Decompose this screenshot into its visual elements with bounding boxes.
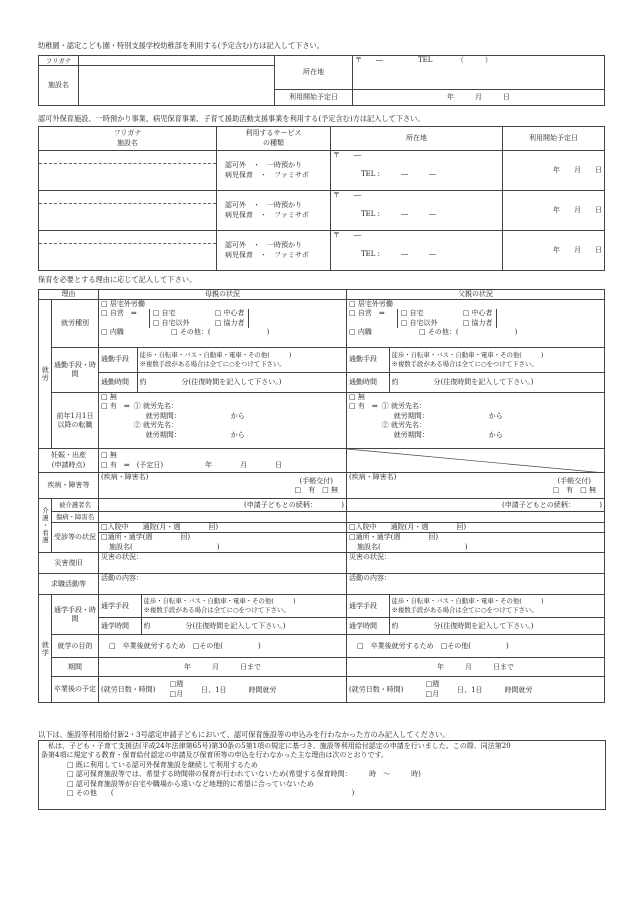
tel-field[interactable]: TEL : ― ― — [361, 250, 437, 259]
purpose-label: 就学の目的 — [52, 635, 99, 658]
month-option[interactable]: □月 — [169, 689, 184, 698]
start-date-label: 利用開始予定日 — [275, 90, 353, 106]
study-time-label: 通学時間 — [99, 617, 141, 634]
home-option[interactable]: □ 自宅 — [152, 309, 176, 318]
mother-purpose[interactable]: □ 卒業後就労するため □その他( ) — [99, 635, 347, 658]
from-label: から — [230, 411, 245, 420]
service-line-1[interactable]: 認可外 ・ 一時預かり — [225, 201, 302, 210]
month-option[interactable]: □月 — [425, 689, 440, 698]
main-option[interactable]: □ 中心者 — [462, 309, 493, 318]
father-illness[interactable] — [347, 473, 605, 499]
none-option[interactable]: □ 無 — [349, 393, 365, 401]
visit-label: 受診等の状況 — [52, 523, 99, 553]
pregnancy-due-date-field[interactable]: □ 有 ⇒ (予定日) 年 月 日 — [101, 460, 283, 469]
work-type-label: 就労種別 — [52, 300, 99, 348]
commute-means-label: 通勤手段 — [347, 348, 389, 372]
entry-1-number: ① — [381, 402, 389, 411]
mother-disaster-field[interactable]: 災害の状況： — [99, 553, 347, 574]
mother-pregnancy[interactable] — [99, 449, 347, 473]
facility-name-field[interactable] — [79, 66, 275, 106]
other-option[interactable]: □ その他：( ) — [419, 328, 518, 337]
care-person-label: 被介護者名 — [52, 499, 99, 512]
commute-means-note: ※複数手段がある場合は全てに○をつけて下さい。 — [139, 359, 286, 368]
week-option[interactable]: □週 — [425, 680, 440, 689]
period-field[interactable]: 就労期間： — [393, 411, 429, 420]
section1-heading: 幼稚園・認定こども園・特別支援学校幼稚部を利用する(予定含む)方は記入して下さい。 — [38, 41, 324, 50]
home-worker-option[interactable]: □ 居宅外労働 — [349, 300, 393, 308]
father-activity-field[interactable]: 活動の内容： — [347, 574, 605, 595]
section2-heading: 認可外保育施設、一時預かり事業、病児保育事業、子育て援助活動支援事業を利用する(予定含む)方は記入して下さい。 — [38, 114, 425, 123]
table-row — [39, 191, 605, 231]
mother-after[interactable] — [99, 677, 347, 703]
postal-field[interactable]: 〒 ― — [333, 151, 361, 159]
days-label: 日、1日 — [457, 685, 483, 694]
piece-work-option[interactable]: □ 内職 — [349, 328, 372, 337]
employer-field[interactable]: 就労先名： — [390, 402, 426, 411]
illness-label: 疾病・障害等 — [39, 473, 99, 499]
service-line-1[interactable]: 認可外 ・ 一時預かり — [225, 161, 302, 170]
reason-statement-box — [38, 740, 606, 810]
helper-option[interactable]: □ 協力者 — [462, 318, 493, 327]
commute-time-label: 通勤時間 — [347, 372, 389, 392]
other-option[interactable]: □ その他：( ) — [171, 328, 270, 337]
table-row — [39, 231, 605, 271]
study-group-label: 就学 — [39, 595, 52, 703]
self-employed-option[interactable]: □ 自営 ⇒ — [349, 309, 385, 318]
facility-name-field[interactable] — [39, 164, 216, 190]
commute-means-label: 通勤手段 — [99, 348, 137, 372]
col-start: 利用開始予定日 — [503, 127, 605, 151]
handbook-label: (手帳交付) — [557, 477, 591, 485]
from-label: から — [230, 430, 245, 439]
handbook-label: (手帳交付) — [299, 477, 333, 485]
from-label: から — [488, 411, 503, 420]
home-option[interactable]: □ 自宅 — [400, 309, 424, 318]
start-date-field[interactable]: 年 月 日 — [503, 231, 605, 271]
service-line-2[interactable]: 病児保育 ・ ファミサポ — [225, 170, 309, 179]
statement-line-1: 私は、子ども・子育て支援法(平成24年法律第65号)第30条の5第1項の規定に基づき、施設等利用給付認定の申請を行いました。この際、同法第20 — [41, 742, 511, 750]
mother-prev-job[interactable] — [99, 393, 347, 449]
none-option[interactable]: □ 無 — [101, 451, 117, 460]
furigana-field[interactable] — [39, 191, 216, 204]
kindergarten-table — [38, 55, 605, 106]
study-time-label: 通学時間 — [347, 617, 389, 634]
home-worker-option[interactable]: □ 居宅外労働 — [101, 300, 145, 308]
job-search-label: 求職活動等 — [39, 574, 99, 595]
commute-means-field[interactable]: 徒歩・自転車・バス・自動車・電車・その他( ) — [139, 351, 292, 360]
service-line-2[interactable]: 病児保育 ・ ファミサポ — [225, 250, 309, 259]
study-means-note: ※複数手段がある場合は全てに○をつけて下さい。 — [143, 606, 290, 615]
furigana-field[interactable] — [79, 56, 275, 66]
entry-2-number: ② — [133, 421, 141, 430]
entry-2-number: ② — [381, 421, 389, 430]
tel-field[interactable]: TEL : ― ― — [361, 170, 437, 179]
start-date-field[interactable]: 年 月 日 — [503, 191, 605, 231]
handbook-yes[interactable]: □ 有 — [552, 486, 574, 495]
father-disaster-field[interactable]: 災害の状況： — [347, 553, 605, 574]
commute-time-field[interactable]: 約 分(往復時間を記入して下さい。) — [391, 377, 534, 386]
option-other[interactable]: □ その他 ( ) — [67, 789, 355, 798]
col-location: 所在地 — [331, 127, 503, 151]
diagonal-strike — [347, 449, 605, 473]
helper-option[interactable]: □ 協力者 — [214, 318, 245, 327]
father-pregnancy-disabled — [347, 449, 605, 473]
furigana-label: フリガナ — [39, 56, 79, 66]
mother-header: 母親の状況 — [99, 290, 347, 300]
facility-field[interactable]: 施設名( ) — [109, 542, 220, 551]
outside-option[interactable]: □ 自宅以外 — [152, 318, 190, 327]
facility-field[interactable]: 施設名( ) — [357, 542, 468, 551]
after-label: 卒業後の予定 — [52, 677, 99, 703]
option-continue[interactable]: □ 既に利用している認可外保育施設を継続して利用するため — [67, 760, 258, 769]
mother-activity-field[interactable]: 活動の内容： — [99, 574, 347, 595]
mother-disease-field[interactable] — [99, 512, 347, 523]
work-days-label: (就労日数・時間) — [101, 685, 156, 694]
pregnancy-label: 妊娠・出産 — [51, 451, 86, 460]
study-means-label: 通学手段 — [347, 595, 389, 617]
term-label: 期間 — [52, 658, 99, 677]
mother-term[interactable]: 年 月 日まで — [99, 658, 347, 677]
main-option[interactable]: □ 中心者 — [214, 309, 245, 318]
father-term[interactable]: 年 月 日まで — [347, 658, 605, 677]
col-service-2: の種類 — [263, 138, 284, 147]
study-time-field[interactable]: 約 分(往復時間を記入して下さい。) — [143, 621, 286, 630]
period-field[interactable]: 就労期間： — [145, 411, 181, 420]
tel-field[interactable]: TEL : ― ― — [361, 210, 437, 219]
father-after[interactable] — [347, 677, 605, 703]
father-work-type[interactable] — [347, 300, 605, 348]
inpatient-option[interactable]: □入院中 通院(月・週 回) — [347, 523, 604, 533]
mother-illness[interactable] — [99, 473, 347, 499]
father-header: 父親の状況 — [347, 290, 605, 300]
postal-field[interactable]: 〒 ― — [333, 191, 361, 199]
period-field[interactable]: 就労期間： — [393, 430, 429, 439]
period-field[interactable]: 就労期間： — [145, 430, 181, 439]
section3-heading: 保育を必要とする理由に応じて記入して下さい。 — [38, 275, 197, 284]
piece-work-option[interactable]: □ 内職 — [101, 328, 124, 337]
employer-field[interactable]: 就労先名： — [142, 421, 178, 430]
handbook-no[interactable]: □ 無 — [322, 486, 338, 495]
father-disease-field[interactable] — [347, 512, 605, 523]
work-days-label: (就労日数・時間) — [349, 685, 404, 694]
from-label: から — [488, 430, 503, 439]
illness-name-field[interactable]: (疾病・障害名) — [349, 473, 397, 481]
section4-heading: 以下は、施設等利用給付新2・3号認定申請子どもにおいて、認可保育施設等の申込みを行わなかった方のみ記入してください。 — [38, 730, 450, 739]
illness-name-field[interactable]: (疾病・障害名) — [101, 473, 149, 481]
reason-header: 理由 — [39, 290, 99, 300]
commute-label: 通勤手段・時間 — [52, 348, 99, 393]
service-line-1[interactable]: 認可外 ・ 一時預かり — [225, 241, 302, 250]
statement-line-2: 条第4項に規定する教育・保育給付認定の申請及び保育所等の申込を行わなかった主な理由は次のとおりです。 — [41, 751, 388, 760]
none-option[interactable]: □ 無 — [101, 393, 117, 401]
other-services-table — [38, 126, 605, 271]
location-field[interactable]: 〒 ― TEL （ ） — [353, 56, 605, 90]
col-name: 施設名 — [117, 138, 138, 147]
study-means-note: ※複数手段がある場合は全てに○をつけて下さい。 — [391, 606, 538, 615]
hours-label: 時間就労 — [248, 685, 277, 694]
facility-name-field[interactable] — [39, 244, 216, 270]
employer-field[interactable]: 就労先名： — [142, 402, 178, 411]
col-furigana: フリガナ — [113, 129, 142, 138]
employer-field[interactable]: 就労先名： — [390, 421, 426, 430]
handbook-yes[interactable]: □ 有 — [294, 486, 316, 495]
disaster-label: 災害復旧 — [39, 553, 99, 574]
father-prev-job[interactable] — [347, 393, 605, 449]
handbook-no[interactable]: □ 無 — [580, 486, 596, 495]
commute-care-option[interactable]: □通所・通学(週 回) — [101, 533, 191, 542]
option-time[interactable]: □ 認可保育施設等では、希望する時間帯の保育が行われていないため(希望する保育時間： 時 〜 時) — [67, 770, 421, 779]
facility-name-label: 施設名 — [39, 66, 79, 106]
table-row — [39, 151, 605, 191]
commute-time-field[interactable]: 約 分(往復時間を記入して下さい。) — [139, 377, 282, 386]
start-date-field[interactable]: 年 月 日 — [503, 151, 605, 191]
father-purpose[interactable]: □ 卒業後就労するため □その他( ) — [347, 635, 605, 658]
commute-means-note: ※複数手段がある場合は全てに○をつけて下さい。 — [391, 359, 538, 368]
inpatient-option[interactable]: □入院中 通院(月・週 回) — [99, 523, 346, 533]
facility-name-field[interactable] — [39, 204, 216, 230]
outside-option[interactable]: □ 自宅以外 — [400, 318, 438, 327]
reason-table — [38, 289, 605, 703]
week-option[interactable]: □週 — [169, 680, 184, 689]
location-label: 所在地 — [275, 56, 353, 90]
col-service: 利用するサービス — [245, 129, 302, 138]
study-means-field[interactable]: 徒歩・自転車・バス・自動車・電車・その他( ) — [143, 597, 296, 606]
entry-1-number: ① — [133, 402, 141, 411]
commute-time-label: 通勤時間 — [99, 372, 137, 392]
yes-option[interactable]: □ 有 ⇒ — [101, 402, 130, 411]
furigana-field[interactable] — [39, 151, 216, 164]
furigana-field[interactable] — [39, 231, 216, 244]
start-date-field[interactable]: 年 月 日 — [353, 90, 605, 106]
father-care-relation[interactable]: (申請子どもとの続柄： ) — [347, 499, 605, 512]
study-time-field[interactable]: 約 分(往復時間を記入して下さい。) — [391, 621, 534, 630]
commute-means-field[interactable]: 徒歩・自転車・バス・自動車・電車・その他( ) — [391, 351, 544, 360]
postal-field[interactable]: 〒 ― — [333, 231, 361, 239]
study-means-label: 通学手段 — [99, 595, 141, 617]
work-group-label: 就労 — [39, 300, 52, 449]
service-line-2[interactable]: 病児保育 ・ ファミサポ — [225, 210, 309, 219]
option-location[interactable]: □ 認可保育施設等が自宅や職場から遠いなど地理的に希望に合っていないため — [67, 779, 314, 788]
days-label: 日、1日 — [201, 685, 227, 694]
mother-work-type[interactable] — [99, 300, 347, 348]
hours-label: 時間就労 — [504, 685, 533, 694]
study-commute-label: 通学手段・時間 — [52, 595, 99, 635]
study-means-field[interactable]: 徒歩・自転車・バス・自動車・電車・その他( ) — [391, 597, 544, 606]
yes-option[interactable]: □ 有 ⇒ — [349, 402, 378, 411]
commute-care-option[interactable]: □通所・通学(週 回) — [349, 533, 439, 542]
care-group-label: 介護・看護 — [39, 499, 52, 553]
self-employed-option[interactable]: □ 自営 ⇒ — [101, 309, 137, 318]
prev-job-label: 前年1月1日以降の転職 — [52, 393, 99, 449]
mother-care-relation[interactable]: (申請子どもとの続柄： ) — [99, 499, 347, 512]
pregnancy-sublabel: (申請時点) — [51, 460, 86, 469]
disease-label: 傷病・障害名 — [52, 512, 99, 523]
